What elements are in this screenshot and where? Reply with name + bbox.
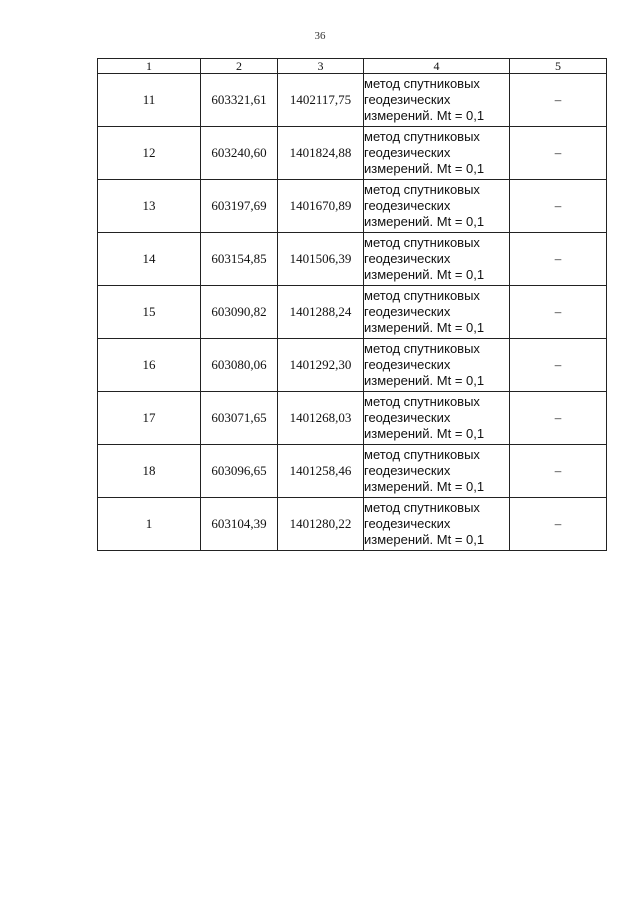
point-number-cell: 16	[98, 339, 201, 392]
method-cell	[364, 286, 510, 339]
note-cell: –	[510, 233, 607, 286]
method-cell	[364, 74, 510, 127]
page-number: 36	[314, 30, 326, 42]
note-cell: –	[510, 74, 607, 127]
y-coordinate-cell: 1401288,24	[278, 286, 364, 339]
point-number-cell: 1	[98, 498, 201, 551]
x-coordinate-cell: 603154,85	[201, 233, 278, 286]
x-coordinate-cell: 603197,69	[201, 180, 278, 233]
note-cell: –	[510, 339, 607, 392]
y-coordinate-cell: 1401268,03	[278, 392, 364, 445]
point-number-cell: 18	[98, 445, 201, 498]
method-line: метод спутниковых	[364, 76, 480, 91]
table-row	[98, 445, 607, 498]
point-number-cell: 12	[98, 127, 201, 180]
x-coordinate-cell: 603090,82	[201, 286, 278, 339]
method-line: геодезических	[364, 463, 451, 478]
note-cell: –	[510, 180, 607, 233]
x-coordinate-cell: 603240,60	[201, 127, 278, 180]
table-row	[98, 180, 607, 233]
method-line: метод спутниковых	[364, 235, 480, 250]
table-header-row	[98, 59, 607, 74]
method-line: метод спутниковых	[364, 500, 480, 515]
method-cell	[364, 498, 510, 551]
method-line: геодезических	[364, 92, 451, 107]
point-number-cell: 11	[98, 74, 201, 127]
y-coordinate-cell: 1401670,89	[278, 180, 364, 233]
note-cell: –	[510, 286, 607, 339]
method-line: измерений. Mt = 0,1	[364, 532, 485, 547]
y-coordinate-cell: 1401280,22	[278, 498, 364, 551]
y-coordinate-cell: 1401824,88	[278, 127, 364, 180]
method-cell	[364, 233, 510, 286]
method-line: метод спутниковых	[364, 394, 480, 409]
method-line: геодезических	[364, 304, 451, 319]
method-line: геодезических	[364, 516, 451, 531]
column-header: 2	[201, 59, 278, 74]
method-line: измерений. Mt = 0,1	[364, 161, 485, 176]
table-row	[98, 498, 607, 551]
x-coordinate-cell: 603104,39	[201, 498, 278, 551]
column-header: 4	[364, 59, 510, 74]
method-line: измерений. Mt = 0,1	[364, 267, 485, 282]
table-row	[98, 233, 607, 286]
column-header: 1	[98, 59, 201, 74]
method-line: измерений. Mt = 0,1	[364, 426, 485, 441]
table-row	[98, 74, 607, 127]
note-cell: –	[510, 498, 607, 551]
method-line: метод спутниковых	[364, 447, 480, 462]
method-line: метод спутниковых	[364, 288, 480, 303]
table-row	[98, 127, 607, 180]
method-cell	[364, 392, 510, 445]
table-row	[98, 286, 607, 339]
point-number-cell: 15	[98, 286, 201, 339]
method-line: геодезических	[364, 410, 451, 425]
table-row	[98, 392, 607, 445]
point-number-cell: 17	[98, 392, 201, 445]
method-cell	[364, 127, 510, 180]
note-cell: –	[510, 445, 607, 498]
note-cell: –	[510, 127, 607, 180]
note-cell: –	[510, 392, 607, 445]
y-coordinate-cell: 1401292,30	[278, 339, 364, 392]
method-line: измерений. Mt = 0,1	[364, 108, 485, 123]
method-line: метод спутниковых	[364, 341, 480, 356]
column-header: 5	[510, 59, 607, 74]
method-cell	[364, 339, 510, 392]
coordinates-table	[97, 58, 607, 551]
method-line: измерений. Mt = 0,1	[364, 373, 485, 388]
x-coordinate-cell: 603080,06	[201, 339, 278, 392]
table-row	[98, 339, 607, 392]
method-line: измерений. Mt = 0,1	[364, 320, 485, 335]
column-header: 3	[278, 59, 364, 74]
method-line: геодезических	[364, 198, 451, 213]
x-coordinate-cell: 603096,65	[201, 445, 278, 498]
y-coordinate-cell: 1402117,75	[278, 74, 364, 127]
method-cell	[364, 445, 510, 498]
method-line: измерений. Mt = 0,1	[364, 479, 485, 494]
method-line: метод спутниковых	[364, 182, 480, 197]
method-line: геодезических	[364, 145, 451, 160]
method-line: метод спутниковых	[364, 129, 480, 144]
method-cell	[364, 180, 510, 233]
x-coordinate-cell: 603321,61	[201, 74, 278, 127]
x-coordinate-cell: 603071,65	[201, 392, 278, 445]
point-number-cell: 13	[98, 180, 201, 233]
y-coordinate-cell: 1401506,39	[278, 233, 364, 286]
method-line: измерений. Mt = 0,1	[364, 214, 485, 229]
method-line: геодезических	[364, 251, 451, 266]
y-coordinate-cell: 1401258,46	[278, 445, 364, 498]
point-number-cell: 14	[98, 233, 201, 286]
method-line: геодезических	[364, 357, 451, 372]
